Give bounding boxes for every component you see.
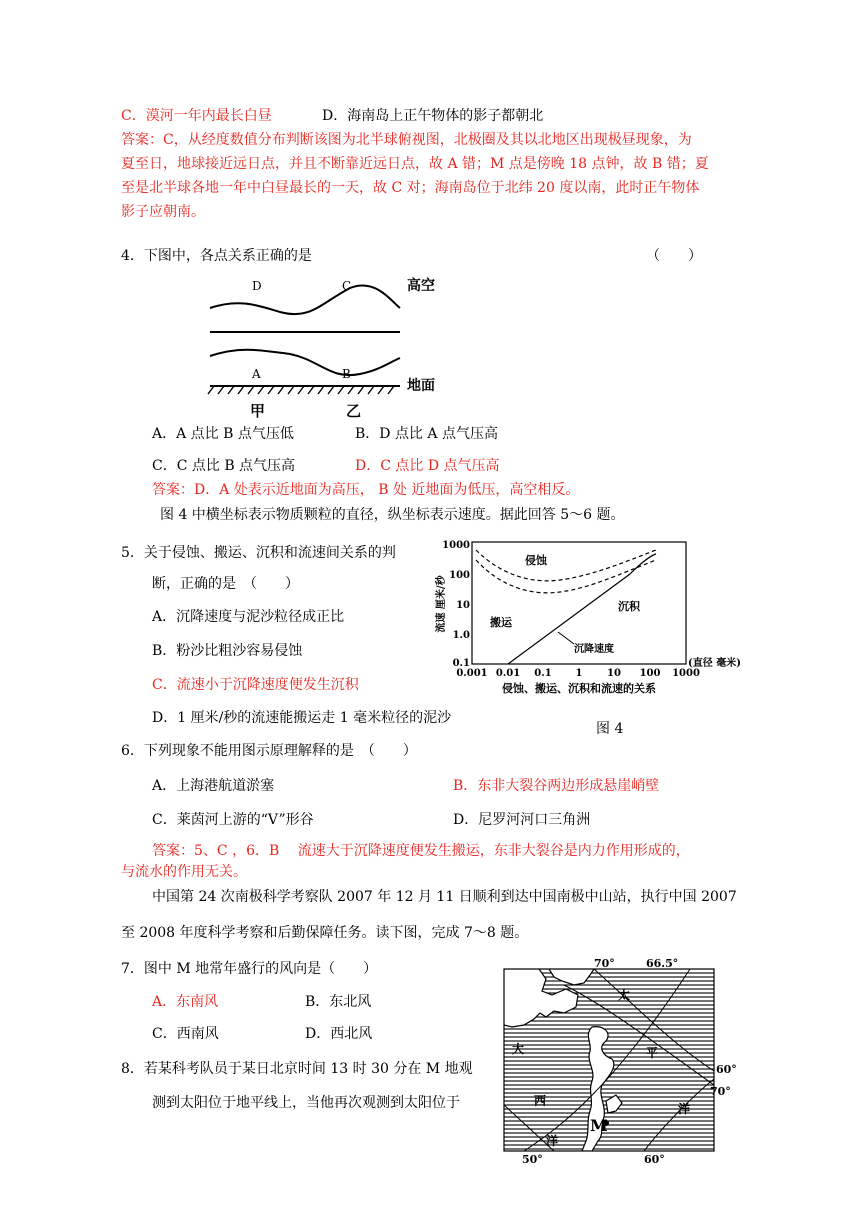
x-tick-0.1: 0.1	[534, 668, 552, 679]
pressure-diagram	[200, 270, 460, 420]
q7-option-a: A．东南风	[152, 994, 219, 1010]
q4-option-a: A．A 点比 B 点气压低	[152, 426, 294, 442]
q4-answer-paren: （ ）	[646, 248, 702, 264]
figure-4-chart	[430, 534, 760, 700]
q4-option-b: B．D 点比 A 点气压高	[355, 426, 498, 442]
q4-option-d: D．C 点比 D 点气压高	[355, 458, 500, 474]
q4-option-c: C．C 点比 B 点气压高	[152, 458, 296, 474]
y-tick-100: 100	[449, 570, 470, 581]
intro-7-8-line-1: 中国第 24 次南极科学考察队 2007 年 12 月 11 日顺利到达中国南极中山站，执行中国 2007	[152, 889, 737, 905]
q4-answer: 答案：D．A 处表示近地面为高压， B 处 近地面为低压，高空相反。	[152, 482, 580, 498]
label-ground: 地面	[407, 378, 435, 394]
curve-label-settling: 沉降速度	[574, 644, 614, 655]
x-axis-caption: 侵蚀、搬运、沉积和流速的关系	[502, 682, 656, 695]
label-high-altitude: 高空	[407, 278, 435, 294]
q6-stem: 6．下列现象不能用图示原理解释的是 （ ）	[121, 743, 417, 759]
q5-stem-line-2: 断，正确的是 （ ）	[152, 576, 299, 592]
x-tick-0.01: 0.01	[495, 668, 521, 679]
intro-7-8-line-2: 至 2008 年度科学考察和后勤保障任务。读下图，完成 7～8 题。	[121, 925, 529, 941]
region-erosion: 侵蚀	[525, 554, 547, 567]
ocean-label-yang: 洋	[678, 1102, 691, 1116]
ocean-label-da: 大	[512, 1042, 525, 1056]
label-jia: 甲	[250, 402, 266, 420]
q3-option-c: C．漠河一年内最长白昼	[121, 108, 272, 124]
q5-option-a: A．沉降速度与泥沙粒径成正比	[152, 609, 345, 625]
lbl-60-bottom: 60°	[644, 1153, 665, 1165]
q8-stem-line-1: 8．若某科考队员于某日北京时间 13 时 30 分在 M 地观	[121, 1061, 473, 1077]
x-tick-100: 100	[639, 668, 661, 679]
y-axis-label: 流速 厘米/秒	[436, 575, 447, 633]
x-tick-1000: 1000	[672, 668, 700, 679]
label-b: B	[342, 367, 351, 381]
x-tick-1: 1	[575, 668, 583, 679]
q6-option-b: B．东非大裂谷两边形成悬崖峭壁	[453, 778, 660, 794]
figure-4-caption: 图 4	[596, 721, 624, 737]
q3-answer-line-2: 夏至日，地球接近远日点，并且不断靠近远日点，故 A 错；M 点是傍晚 18 点钟，故 B 错；夏	[121, 156, 709, 172]
q7-option-d: D．西北风	[305, 1026, 373, 1042]
label-yi: 乙	[346, 402, 362, 420]
lbl-70-right: 70°	[710, 1085, 731, 1098]
q7-stem: 7．图中 M 地常年盛行的风向是（ ）	[121, 961, 378, 977]
ocean-label-tai: 太	[618, 988, 631, 1002]
q6-option-c: C．莱茵河上游的“V”形谷	[152, 812, 314, 828]
label-a: A	[252, 367, 261, 381]
ocean-label-ping: 平	[646, 1046, 659, 1060]
q3-option-d: D．海南岛上正午物体的影子都朝北	[322, 108, 544, 124]
lbl-60-right: 60°	[716, 1063, 737, 1076]
ocean-label-yang2: 洋	[546, 1134, 559, 1148]
label-d: D	[252, 279, 262, 293]
q6-option-d: D．尼罗河河口三角洲	[453, 812, 591, 828]
q5-option-c: C．流速小于沉降速度便发生沉积	[152, 677, 359, 693]
q6-option-a: A．上海港航道淤塞	[152, 778, 275, 794]
q6-answer-line-2: 与流水的作用无关。	[121, 864, 247, 880]
lbl-50-bottom: 50°	[522, 1153, 543, 1165]
q3-answer-line-1: 答案：C，从经度数值分布判断该图为北半球俯视图，北极圈及其以北地区出现极昼现象，为	[121, 132, 692, 148]
q3-answer-line-3: 至是北半球各地一年中白昼最长的一天，故 C 对；海南岛位于北纬 20 度以南，此时正午物体	[121, 180, 700, 196]
lbl-70-top: 70°	[594, 957, 615, 970]
q4-stem: 4．下图中，各点关系正确的是	[121, 248, 312, 264]
point-m-label: M	[590, 1116, 608, 1135]
x-tick-0.001: 0.001	[456, 668, 488, 679]
y-tick-1: 1.0	[452, 630, 470, 641]
antarctic-map	[494, 955, 740, 1165]
q5-option-b: B．粉沙比粗沙容易侵蚀	[152, 643, 303, 659]
q8-stem-line-2: 测到太阳位于地平线上，当他再次观测到太阳位于	[152, 1095, 460, 1111]
q7-option-b: B．东北风	[305, 994, 372, 1010]
lbl-66-5: 66.5°	[646, 957, 679, 970]
y-tick-0.1: 0.1	[452, 658, 470, 669]
x-tick-10: 10	[607, 668, 621, 679]
q7-option-c: C．西南风	[152, 1026, 219, 1042]
x-axis-unit: (直径 毫米)	[688, 658, 741, 669]
q3-answer-line-4: 影子应朝南。	[121, 204, 205, 220]
y-tick-10: 10	[456, 600, 470, 611]
y-tick-1000: 1000	[442, 540, 470, 551]
label-c: C	[342, 279, 352, 293]
q5-option-d: D．1 厘米/秒的流速能搬运走 1 毫米粒径的泥沙	[152, 710, 452, 726]
ocean-label-xi: 西	[534, 1094, 547, 1108]
intro-5-6: 图 4 中横坐标表示物质颗粒的直径，纵坐标表示速度。据此回答 5～6 题。	[160, 507, 625, 523]
region-transport: 搬运	[490, 616, 512, 629]
region-deposition: 沉积	[618, 600, 640, 613]
q5-stem-line-1: 5．关于侵蚀、搬运、沉积和流速间关系的判	[121, 545, 396, 561]
q6-answer-line-1: 答案：5、C ，6．B 流速大于沉降速度便发生搬运，东非大裂谷是内力作用形成的，	[152, 843, 690, 859]
